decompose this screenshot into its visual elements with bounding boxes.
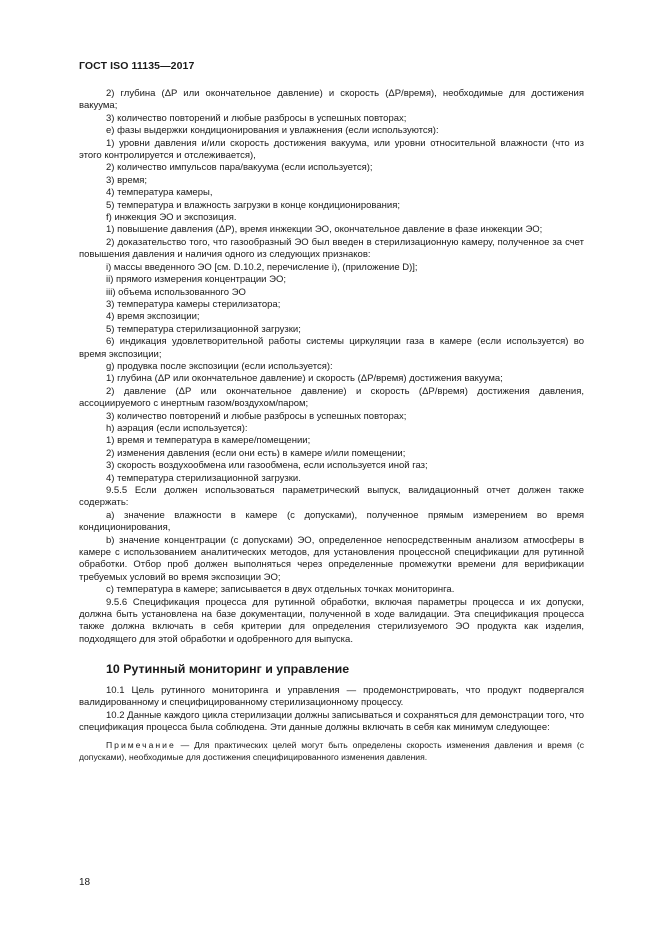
list-item: 1) уровни давления и/или скорость достижения вакуума, или уровни относительной влажности (что из этого контролируется и отслеживается), — [79, 137, 584, 162]
list-item: ii) прямого измерения концентрации ЭО; — [106, 274, 286, 286]
list-item: 2) давление (ΔP или окончательное давление) и скорость (ΔP/время) достижения давления, ассоциируемого с инертным газом/воздухом/паром; — [79, 385, 584, 410]
list-item: а) значение влажности в камере (с допусками), полученное прямым измерением во время кондиционирования, — [79, 509, 584, 534]
clause-paragraph: 9.5.6 Спецификация процесса для рутинной обработки, включая параметры процесса и их допуски, должна быть установлена на базе документации, полученной в ходе валидации. Эта спецификация процесса также должна включать в себя критерии для определения стерилизуемого ЭО продукта как изделия, подходящего для этой обработки и одобренного для выпуска. — [79, 596, 584, 645]
clause-paragraph: 9.5.5 Если должен использоваться параметрический выпуск, валидационный отчет должен также содержать: — [79, 485, 584, 509]
list-item: f) инжекция ЭО и экспозиция. — [106, 212, 237, 224]
list-item: b) значение концентрации (с допусками) ЭО, определенное непосредственным анализом атмосферы в камере с использованием аналитических методов, для установления процессной спецификации для рутинной обработки. Отбор проб должен выполняться через определенные промежутки времени для верификации требуемых условий во время экспозиции ЭО; — [79, 534, 584, 583]
list-item: 2) изменения давления (если они есть) в камере и/или помещении; — [106, 447, 406, 459]
list-item: 3) количество повторений и любые разбросы в успешных повторах; — [106, 410, 407, 422]
list-item: с) температура в камере; записывается в двух отдельных точках мониторинга. — [106, 584, 455, 596]
list-item: 2) глубина (ΔP или окончательное давление) и скорость (ΔP/время), необходимые для достижения вакуума; — [79, 88, 584, 112]
document-body — [79, 88, 584, 772]
list-item: 5) температура стерилизационной загрузки; — [106, 323, 301, 335]
list-item: 3) время; — [106, 174, 148, 186]
list-item: 1) повышение давления (ΔP), время инжекции ЭО, окончательное давление в фазе инжекции ЭО; — [106, 224, 543, 236]
note — [79, 740, 584, 763]
note-label: Примечание — [106, 740, 176, 751]
section-heading: 10 Рутинный мониторинг и управление — [106, 662, 350, 677]
list-item: g) продувка после экспозиции (если используется): — [106, 360, 333, 372]
list-item: 3) температура камеры стерилизатора; — [106, 298, 281, 310]
list-item: 3) скорость воздухообмена или газообмена, если используется иной газ; — [106, 460, 428, 472]
clause-paragraph: 10.1 Цель рутинного мониторинга и управления — продемонстрировать, что продукт подвергался валидированному и специфицированному стерилизационному процессу. — [79, 684, 584, 709]
list-item: h) аэрация (если используется): — [106, 422, 248, 434]
list-item: i) массы введенного ЭО [см. D.10.2, перечисление i), (приложение D)]; — [106, 261, 418, 273]
list-item: iii) объема использованного ЭО — [106, 286, 246, 298]
list-item: е) фазы выдержки кондиционирования и увлажнения (если используются): — [106, 125, 439, 137]
list-item: 4) температура камеры, — [106, 187, 213, 199]
clause-paragraph: 10.2 Данные каждого цикла стерилизации должны записываться и сохраняться для демонстрации того, что спецификация процесса была соблюдена. Эти данные должны включать в себя как минимум следующее: — [79, 709, 584, 733]
list-item: 5) температура и влажность загрузки в конце кондиционирования; — [106, 199, 400, 211]
list-item: 3) количество повторений и любые разбросы в успешных повторах; — [106, 112, 407, 124]
list-item: 1) время и температура в камере/помещении; — [106, 435, 311, 447]
list-item: 2) количество импульсов пара/вакуума (если используется); — [106, 162, 373, 174]
list-item: 1) глубина (ΔP или окончательное давление) и скорость (ΔP/время) достижения вакуума; — [106, 373, 503, 385]
note-text: — Для практических целей могут быть определены скорость изменения давления и время (с допусками), необходимые для достижения специфицированного изменения давления. — [79, 740, 584, 762]
list-item: 6) индикация удовлетворительной работы системы циркуляции газа в камере (если используется) во время экспозиции; — [79, 336, 584, 360]
document-header: ГОСТ ISO 11135—2017 — [79, 60, 195, 72]
list-item: 4) время экспозиции; — [106, 311, 200, 323]
page-number: 18 — [79, 877, 91, 888]
list-item: 4) температура стерилизационной загрузки. — [106, 472, 301, 484]
list-item: 2) доказательство того, что газообразный ЭО был введен в стерилизационную камеру, полученное за счет повышения давления и наличия одного из следующих признаков: — [79, 236, 584, 261]
